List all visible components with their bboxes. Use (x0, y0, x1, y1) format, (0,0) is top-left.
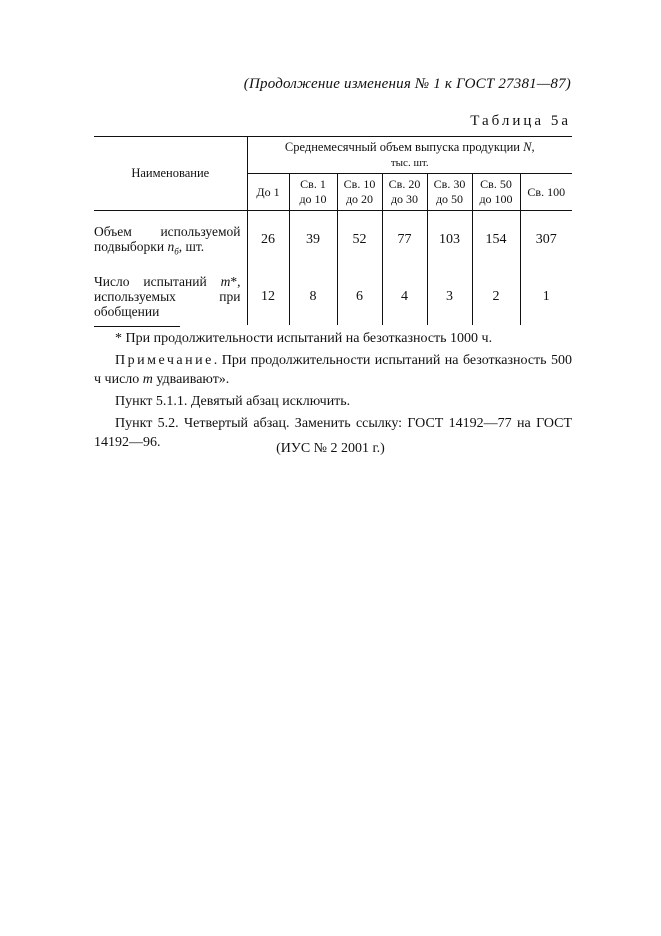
row-label-text: Объем используемой подвыборки (94, 224, 241, 255)
note-text-end: удваивают». (156, 372, 230, 387)
paragraph: Пункт 5.2. Четвертый абзац. Заменить ссылку: ГОСТ 14192—77 на ГОСТ 14192—96. (94, 416, 572, 450)
table-caption: Таблица 5а (470, 113, 571, 129)
paragraph: Пункт 5.1.1. Девятый абзац исключить. (115, 394, 351, 409)
column-header-line1: До 1 (256, 184, 280, 199)
column-header (472, 174, 520, 211)
column-header-line1: Св. 1 (300, 177, 326, 191)
continuation-header: (Продолжение изменения № 1 к ГОСТ 27381—87) (243, 76, 571, 92)
table-cell: 1 (542, 289, 550, 304)
row-label-var: m (220, 273, 231, 289)
group-header-unit: тыс. шт. (390, 157, 429, 169)
table-row (94, 269, 572, 325)
group-header-comma: , (531, 140, 535, 154)
row-label-unit: *, используемых при обобщении (94, 273, 241, 319)
column-header (382, 174, 427, 211)
table-cell: 6 (337, 269, 382, 325)
table-cell: 12 (247, 269, 289, 325)
table-cell: 77 (382, 211, 427, 270)
table-cell: 39 (289, 211, 337, 270)
note-var: m (142, 372, 153, 387)
source-reference: (ИУС № 2 2001 г.) (276, 441, 385, 456)
row-label-var: n (167, 239, 175, 255)
group-header-var: N (523, 140, 532, 154)
column-header-line1: Св. 30 (433, 177, 466, 191)
notes-block (94, 329, 572, 452)
group-header-text: Среднемесячный объем выпуска продукции (284, 140, 520, 154)
note-text: . При продолжительности испытаний на безотказность 500 ч число (94, 353, 572, 387)
row-label (94, 211, 247, 270)
row-label-subscript: б (174, 246, 179, 257)
row-label-unit: , шт. (178, 239, 205, 255)
column-header-line2: до 30 (390, 192, 419, 206)
note-label: Примечание (115, 353, 214, 368)
table-row (94, 211, 572, 270)
table-cell: 2 (472, 269, 520, 325)
column-header (289, 174, 337, 211)
column-header-line1: Св. 10 (343, 177, 376, 191)
column-header-line2: до 10 (299, 192, 327, 206)
table-cell: 307 (535, 232, 557, 247)
column-header-line2: до 50 (435, 192, 464, 206)
row-label (94, 269, 247, 325)
row-label-text: Число испытаний (94, 273, 207, 289)
table-cell: 3 (427, 269, 472, 325)
table-cell: 154 (472, 211, 520, 270)
column-header-line2: до 20 (345, 192, 374, 206)
column-header (427, 174, 472, 211)
production-volume-header (247, 137, 572, 174)
table-cell: 103 (427, 211, 472, 270)
column-header (247, 174, 289, 211)
column-header-line1: Св. 100 (527, 184, 566, 199)
table-cell: 4 (382, 269, 427, 325)
table-cell: 26 (247, 211, 289, 270)
sample-size-table (94, 136, 572, 325)
column-header-line2: до 100 (479, 192, 513, 206)
name-column-header: Наименование (94, 137, 247, 211)
column-header (337, 174, 382, 211)
table-cell: 52 (337, 211, 382, 270)
footnote-divider (94, 326, 180, 327)
column-header-line1: Св. 50 (480, 177, 512, 191)
column-header-line1: Св. 20 (388, 177, 421, 191)
footnote: * При продолжительности испытаний на безотказность 1000 ч. (115, 331, 493, 346)
column-header (520, 174, 572, 211)
note-paragraph (94, 351, 572, 389)
table-cell: 8 (289, 269, 337, 325)
